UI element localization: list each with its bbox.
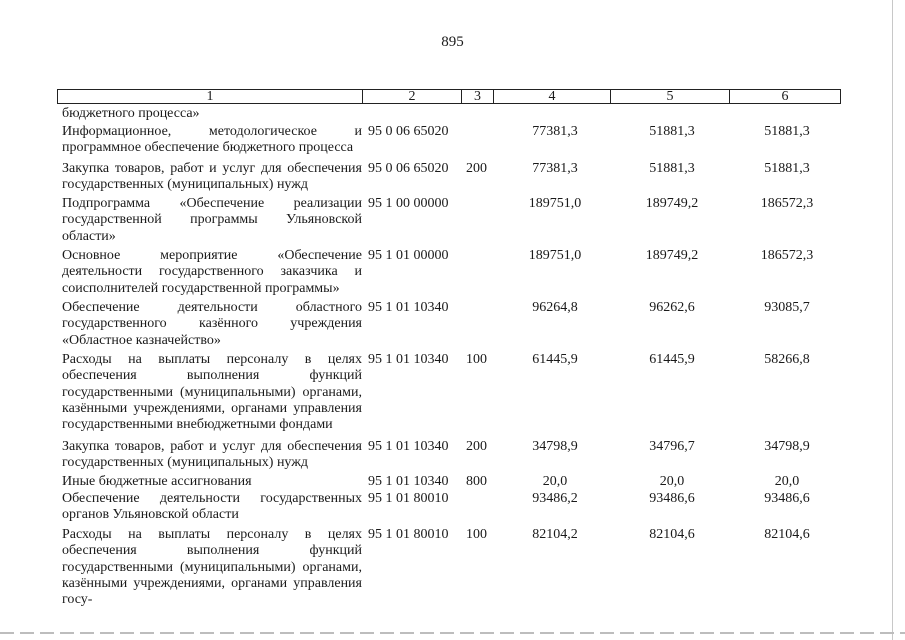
row-value-col6: 93486,6 — [764, 491, 810, 506]
row-code: 95 1 01 10340 — [368, 439, 449, 454]
row-description: Расходы на выплаты персоналу в целях обеспечения выполнения функций государственными (муниципальными) органами, казёнными учреждениями, органами управления госу- — [62, 527, 362, 608]
row-value-col4: 189751,0 — [528, 248, 582, 263]
scan-edge-bottom — [0, 632, 905, 634]
row-code: 95 1 01 80010 — [368, 491, 449, 506]
row-expense-type: 200 — [466, 439, 487, 454]
row-code: 95 1 01 10340 — [368, 474, 449, 489]
row-description: Обеспечение деятельности областного государственного казённого учреждения «Областное казначейство» — [62, 300, 362, 348]
row-value-col4: 77381,3 — [532, 161, 578, 176]
row-description: Основное мероприятие «Обеспечение деятельности государственного заказчика и соисполнителей государственной программы» — [62, 248, 362, 296]
row-value-col6: 51881,3 — [764, 124, 810, 139]
column-header-2: 2 — [363, 90, 462, 103]
row-value-col6: 93085,7 — [764, 300, 810, 315]
row-description: Расходы на выплаты персоналу в целях обеспечения выполнения функций государственными (муниципальными) органами, казёнными учреждениями, органами управления государственными внебюджетными фондами — [62, 352, 362, 433]
row-expense-type: 100 — [466, 527, 487, 542]
row-value-col5: 93486,6 — [649, 491, 695, 506]
row-value-col5: 96262,6 — [649, 300, 695, 315]
row-value-col6: 58266,8 — [764, 352, 810, 367]
row-description: Подпрограмма «Обеспечение реализации государственной программы Ульяновской области» — [62, 196, 362, 244]
row-value-col5: 20,0 — [659, 474, 685, 489]
row-description: Закупка товаров, работ и услуг для обеспечения государственных (муниципальных) нужд — [62, 161, 362, 193]
row-value-col6: 82104,6 — [764, 527, 810, 542]
scan-edge-right — [892, 0, 893, 640]
column-header-4: 4 — [494, 90, 611, 103]
row-code: 95 1 01 00000 — [368, 248, 449, 263]
row-code: 95 1 00 00000 — [368, 196, 449, 211]
row-code: 95 1 01 10340 — [368, 352, 449, 367]
row-value-col5: 189749,2 — [645, 196, 699, 211]
row-value-col4: 61445,9 — [532, 352, 578, 367]
row-value-col4: 34798,9 — [532, 439, 578, 454]
row-expense-type: 100 — [466, 352, 487, 367]
row-value-col4: 93486,2 — [532, 491, 578, 506]
row-code: 95 1 01 10340 — [368, 300, 449, 315]
column-header-5: 5 — [611, 90, 730, 103]
row-value-col5: 61445,9 — [649, 352, 695, 367]
row-description: бюджетного процесса» — [62, 106, 200, 121]
row-value-col6: 51881,3 — [764, 161, 810, 176]
row-description: Информационное, методологическое и программное обеспечение бюджетного процесса — [62, 124, 362, 156]
row-value-col5: 51881,3 — [649, 124, 695, 139]
row-value-col5: 189749,2 — [645, 248, 699, 263]
row-description: Обеспечение деятельности государственных органов Ульяновской области — [62, 491, 362, 523]
row-value-col5: 34796,7 — [649, 439, 695, 454]
row-value-col4: 189751,0 — [528, 196, 582, 211]
column-header-3: 3 — [462, 90, 494, 103]
column-header-6: 6 — [781, 89, 789, 104]
row-expense-type: 800 — [466, 474, 487, 489]
row-code: 95 0 06 65020 — [368, 161, 449, 176]
table-header — [57, 89, 841, 104]
row-value-col5: 51881,3 — [649, 161, 695, 176]
page-number: 895 — [441, 34, 464, 50]
row-value-col4: 20,0 — [542, 474, 568, 489]
row-expense-type: 200 — [466, 161, 487, 176]
row-value-col6: 186572,3 — [760, 196, 814, 211]
row-code: 95 1 01 80010 — [368, 527, 449, 542]
row-description: Закупка товаров, работ и услуг для обеспечения государственных (муниципальных) нужд — [62, 439, 362, 471]
row-value-col4: 82104,2 — [532, 527, 578, 542]
row-value-col4: 96264,8 — [532, 300, 578, 315]
row-value-col6: 34798,9 — [764, 439, 810, 454]
row-description: Иные бюджетные ассигнования — [62, 474, 252, 489]
row-value-col6: 186572,3 — [760, 248, 814, 263]
column-header-1: 1 — [58, 90, 363, 103]
row-value-col5: 82104,6 — [649, 527, 695, 542]
row-value-col6: 20,0 — [774, 474, 800, 489]
row-value-col4: 77381,3 — [532, 124, 578, 139]
row-code: 95 0 06 65020 — [368, 124, 449, 139]
